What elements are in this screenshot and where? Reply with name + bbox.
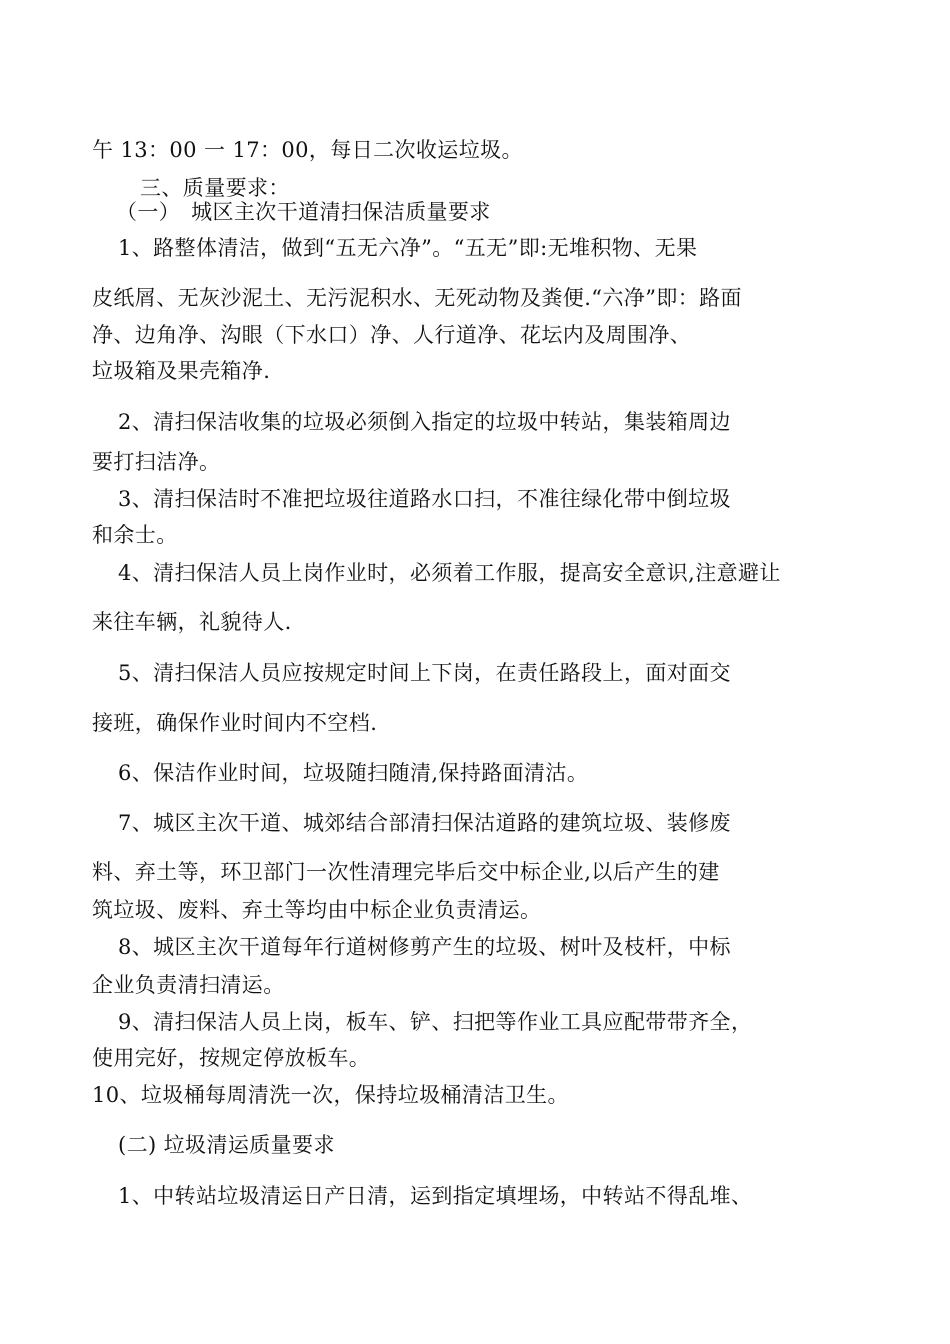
text-line: 垃圾箱及果壳箱净. xyxy=(92,359,271,383)
section-heading: 三、质量要求： xyxy=(140,176,290,200)
text-line: 和余士。 xyxy=(92,523,178,547)
subsection-heading: （一） 城区主次干道清扫保洁质量要求 xyxy=(116,200,491,224)
text-line: 皮纸屑、无灰沙泥土、无污泥积水、无死动物及粪便.“六净”即：路面 xyxy=(92,286,742,310)
text-line: 1、中转站垃圾清运日产日清，运到指定填埋场，中转站不得乱堆、 xyxy=(118,1184,753,1208)
subsection-heading: (二) 垃圾清运质量要求 xyxy=(118,1133,335,1157)
text-line: 6、保洁作业时间，垃圾随扫随清,保持路面清沽。 xyxy=(118,761,589,785)
text-line: 5、清扫保洁人员应按规定时间上下岗，在责任路段上，面对面交 xyxy=(118,661,731,685)
text-line: 要打扫洁净。 xyxy=(92,450,221,474)
text-line: 午 13：00 一 17：00，每日二次收运垃圾。 xyxy=(92,138,523,162)
text-line: 3、清扫保洁时不准把垃圾往道路水口扫，不准往绿化带中倒垃圾 xyxy=(118,487,731,511)
text-line: 2、清扫保洁收集的垃圾必须倒入指定的垃圾中转站，集装箱周边 xyxy=(118,410,731,434)
text-line: 1、路整体清洁，做到“五无六净”。“五无”即:无堆积物、无果 xyxy=(118,236,698,260)
text-line: 筑垃圾、废料、弃土等均由中标企业负责清运。 xyxy=(92,898,542,922)
text-line: 7、城区主次干道、城郊结合部清扫保沽道路的建筑垃圾、装修废 xyxy=(118,811,731,835)
text-line: 净、边角净、沟眼（下水口）净、人行道净、花坛内及周围净、 xyxy=(92,323,692,347)
text-line: 8、城区主次干道每年行道树修剪产生的垃圾、树叶及枝杆，中标 xyxy=(118,935,731,959)
text-line: 来往车辆，礼貌待人. xyxy=(92,610,292,634)
text-line: 使用完好，按规定停放板车。 xyxy=(92,1046,371,1070)
text-line: 企业负责清扫清运。 xyxy=(92,973,285,997)
text-line: 9、清扫保洁人员上岗，板车、铲、扫把等作业工具应配带带齐全， xyxy=(118,1010,753,1034)
text-line: 料、弃土等，环卫部门一次性清理完毕后交中标企业,以后产生的建 xyxy=(92,860,720,884)
text-line: 4、清扫保洁人员上岗作业时，必须着工作服，提高安全意识,注意避让 xyxy=(118,561,781,585)
text-line: 接班，确保作业时间内不空档. xyxy=(92,711,378,735)
text-line: 10、垃圾桶每周清洗一次，保持垃圾桶清洁卫生。 xyxy=(92,1083,569,1107)
